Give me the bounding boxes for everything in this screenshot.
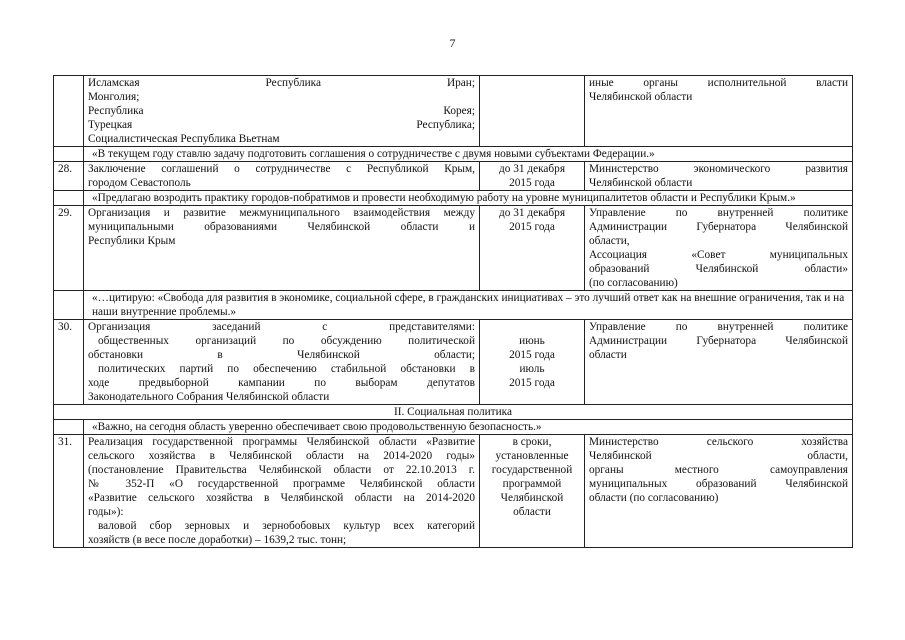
text-line: (по согласованию) bbox=[589, 277, 678, 289]
text-line: 2015 года bbox=[509, 377, 555, 389]
text-line: Социалистическая Республика Вьетнам bbox=[88, 133, 280, 145]
text-line: в сроки, bbox=[512, 436, 552, 448]
text-line: программой bbox=[502, 478, 562, 490]
text-line: Монголия; bbox=[88, 91, 140, 103]
item-number: 29. bbox=[54, 206, 84, 291]
table-body bbox=[54, 76, 853, 548]
document-table-container bbox=[53, 75, 852, 548]
text-line: Республика Корея; bbox=[88, 105, 475, 117]
item-deadline bbox=[480, 76, 585, 147]
text-line: Реализация государственной программы Челябинской области «Развитие bbox=[88, 436, 475, 448]
text-line: муниципальных образований Челябинской bbox=[589, 478, 848, 490]
text-line: «Развитие сельского хозяйства в Челябинской области на 2014-2020 bbox=[88, 492, 475, 504]
text-line: Администрации Губернатора Челябинской bbox=[589, 221, 848, 233]
text-line: июль bbox=[519, 363, 545, 375]
text-line: Челябинской bbox=[500, 492, 564, 504]
text-line: валовой сбор зерновых и зернобобовых культур всех категорий bbox=[98, 520, 475, 532]
text-line: Турецкая Республика; bbox=[88, 119, 475, 131]
table-row bbox=[54, 147, 853, 162]
text-line: иные органы исполнительной власти bbox=[589, 77, 848, 89]
row-spacer bbox=[54, 147, 84, 162]
table-row bbox=[54, 162, 853, 191]
text-line: Челябинской области bbox=[589, 177, 693, 189]
text-line: хозяйств (в весе после доработки) – 1639,2 тыс. тонн; bbox=[88, 534, 347, 546]
table-row bbox=[54, 405, 853, 420]
table-row bbox=[54, 320, 853, 405]
text-line: муниципальными образованиями Челябинской области и bbox=[88, 221, 475, 233]
text-line: до 31 декабря bbox=[498, 163, 566, 175]
text-line: области bbox=[513, 506, 551, 518]
table-row bbox=[54, 191, 853, 206]
item-number: 30. bbox=[54, 320, 84, 405]
table-row bbox=[54, 206, 853, 291]
text-line: июнь bbox=[519, 335, 545, 347]
text-line: области bbox=[589, 349, 627, 361]
table-row bbox=[54, 420, 853, 435]
text-line: Заключение соглашений о сотрудничестве с Республикой Крым, bbox=[88, 163, 475, 175]
item-content bbox=[84, 76, 480, 147]
text-line: установленные bbox=[495, 450, 569, 462]
item-number: 31. bbox=[54, 435, 84, 548]
text-line: Законодательного Собрания Челябинской области bbox=[88, 391, 330, 403]
text-line bbox=[484, 320, 580, 334]
row-spacer bbox=[54, 191, 84, 206]
text-line: Управление по внутренней политике bbox=[589, 207, 848, 219]
text-line: Министерство экономического развития bbox=[589, 163, 848, 175]
text-line: политических партий по обеспечению стабильной обстановки в bbox=[98, 363, 475, 375]
text-line: (постановление Правительства Челябинской области от 22.10.2013 г. bbox=[88, 464, 475, 476]
item-responsible bbox=[585, 206, 853, 291]
text-line: Челябинской области, bbox=[589, 450, 848, 462]
text-line: № 352-П «О государственной программе Челябинской области bbox=[88, 478, 475, 490]
text-line: Республики Крым bbox=[88, 235, 176, 247]
table-row bbox=[54, 291, 853, 320]
text-line: городом Севастополь bbox=[88, 177, 191, 189]
page-number: 7 bbox=[449, 36, 456, 50]
text-line: сельского хозяйства в Челябинской области на 2014-2020 годы» bbox=[88, 450, 475, 462]
text-line: государственной bbox=[491, 464, 573, 476]
item-responsible bbox=[585, 76, 853, 147]
text-line: органы местного самоуправления bbox=[589, 464, 848, 476]
text-line: образований Челябинской области» bbox=[589, 263, 848, 275]
table-row bbox=[54, 435, 853, 548]
item-content bbox=[84, 435, 480, 548]
section-heading: II. Социальная политика bbox=[54, 405, 853, 420]
item-responsible bbox=[585, 435, 853, 548]
item-deadline bbox=[480, 162, 585, 191]
text-line: Ассоциация «Совет муниципальных bbox=[589, 249, 848, 261]
item-deadline bbox=[480, 206, 585, 291]
text-line: до 31 декабря bbox=[498, 207, 566, 219]
row-spacer bbox=[54, 291, 84, 320]
text-line: 2015 года bbox=[509, 221, 555, 233]
quote-text: «…цитирую: «Свобода для развития в экономике, социальной сфере, в гражданских инициативах – это лучший ответ как на внешние ограничения, так и на наши внутренние проблемы.» bbox=[84, 291, 853, 320]
text-line: 2015 года bbox=[509, 177, 555, 189]
text-line: ходе предвыборной кампании по выборам депутатов bbox=[88, 377, 475, 389]
text-line: Администрации Губернатора Челябинской bbox=[589, 335, 848, 347]
text-line: Управление по внутренней политике bbox=[589, 321, 848, 333]
item-content bbox=[84, 320, 480, 405]
text-line: общественных организаций по обсуждению политической bbox=[98, 335, 475, 347]
quote-text: «Важно, на сегодня область уверенно обеспечивает свою продовольственную безопасность.» bbox=[84, 420, 853, 435]
text-line: области, bbox=[589, 235, 630, 247]
item-number: 28. bbox=[54, 162, 84, 191]
text-line: годы»): bbox=[88, 506, 124, 518]
item-number bbox=[54, 76, 84, 147]
item-deadline bbox=[480, 435, 585, 548]
quote-text: «Предлагаю возродить практику городов-побратимов и провести необходимую работу на уровне муниципалитетов области и Республики Крым.» bbox=[84, 191, 853, 206]
item-responsible bbox=[585, 320, 853, 405]
text-line: Организация и развитие межмуниципального взаимодействия между bbox=[88, 207, 475, 219]
text-line: обстановки в Челябинской области; bbox=[88, 349, 475, 361]
item-responsible bbox=[585, 162, 853, 191]
text-line: Челябинской области bbox=[589, 91, 693, 103]
item-deadline bbox=[480, 320, 585, 405]
quote-text: «В текущем году ставлю задачу подготовить соглашения о сотрудничестве с двумя новыми субъектами Федерации.» bbox=[84, 147, 853, 162]
action-plan-table bbox=[53, 75, 853, 548]
item-content bbox=[84, 162, 480, 191]
item-content bbox=[84, 206, 480, 291]
text-line: Организация заседаний с представителями: bbox=[88, 321, 475, 333]
text-line: области (по согласованию) bbox=[589, 492, 719, 504]
text-line: 2015 года bbox=[509, 349, 555, 361]
table-row bbox=[54, 76, 853, 147]
row-spacer bbox=[54, 420, 84, 435]
text-line: Исламская Республика Иран; bbox=[88, 77, 475, 89]
text-line: Министерство сельского хозяйства bbox=[589, 436, 848, 448]
